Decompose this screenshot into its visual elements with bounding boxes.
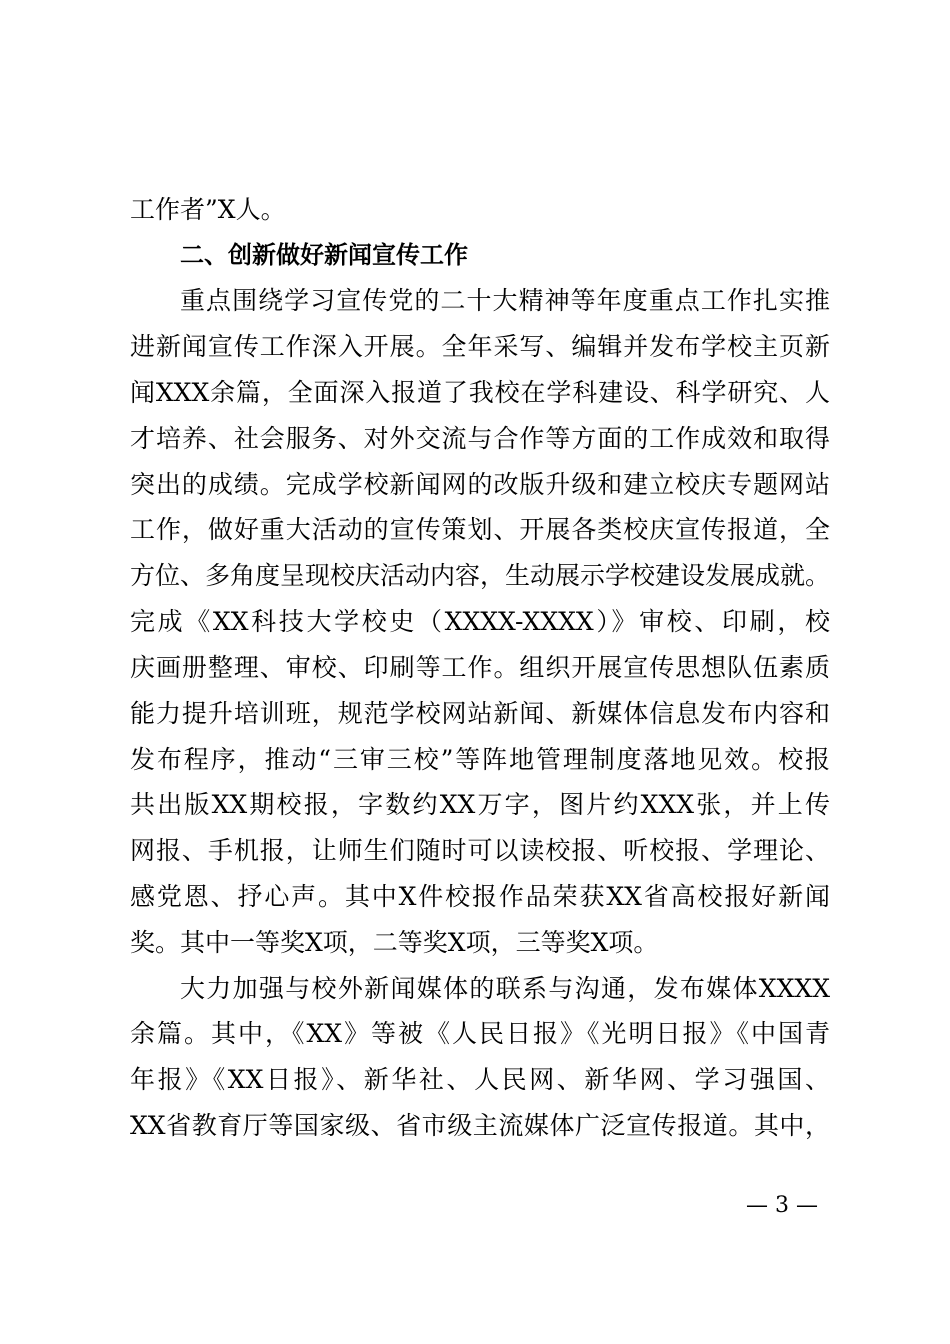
text-line-7: 突出的成绩。完成学校新闻网的改版升级和建立校庆专题网站 bbox=[130, 470, 830, 499]
text-line-20: 年报》《XX日报》、新华社、人民网、新华网、学习强国、 bbox=[130, 1065, 830, 1094]
text-line-3: 重点围绕学习宣传党的二十大精神等年度重点工作扎实推 bbox=[180, 286, 830, 315]
text-line-21: XX省教育厅等国家级、省市级主流媒体广泛宣传报道。其中， bbox=[130, 1111, 830, 1140]
text-line-14: 共出版XX期校报，字数约XX万字，图片约XXX张，并上传 bbox=[130, 790, 830, 819]
text-line-1: 工作者”X人。 bbox=[130, 195, 286, 224]
text-line-12: 能力提升培训班，规范学校网站新闻、新媒体信息发布内容和 bbox=[130, 699, 830, 728]
text-line-17: 奖。其中一等奖X项，二等奖X项，三等奖X项。 bbox=[130, 928, 659, 957]
text-line-4: 进新闻宣传工作深入开展。全年采写、编辑并发布学校主页新 bbox=[130, 332, 830, 361]
text-line-19: 余篇。其中，《XX》等被《人民日报》《光明日报》《中国青 bbox=[130, 1019, 830, 1048]
text-line-9: 方位、多角度呈现校庆活动内容，生动展示学校建设发展成就。 bbox=[130, 561, 830, 590]
page-number: — 3 — bbox=[746, 1193, 818, 1218]
text-line-18: 大力加强与校外新闻媒体的联系与沟通，发布媒体XXXX bbox=[180, 974, 830, 1003]
text-line-13: 发布程序，推动“三审三校”等阵地管理制度落地见效。校报 bbox=[130, 745, 830, 774]
text-line-11: 庆画册整理、审校、印刷等工作。组织开展宣传思想队伍素质 bbox=[130, 653, 830, 682]
text-line-10: 完成《XX科技大学校史（XXXX-XXXX）》审校、印刷，校 bbox=[130, 607, 830, 636]
text-line-6: 才培养、社会服务、对外交流与合作等方面的工作成效和取得 bbox=[130, 424, 830, 453]
text-line-16: 感党恩、抒心声。其中X件校报作品荣获XX省高校报好新闻 bbox=[130, 882, 830, 911]
section-heading: 二、创新做好新闻宣传工作 bbox=[180, 241, 468, 269]
text-line-15: 网报、手机报，让师生们随时可以读校报、听校报、学理论、 bbox=[130, 836, 830, 865]
text-line-8: 工作，做好重大活动的宣传策划、开展各类校庆宣传报道，全 bbox=[130, 515, 830, 544]
text-line-5: 闻XXX余篇，全面深入报道了我校在学科建设、科学研究、人 bbox=[130, 378, 830, 407]
